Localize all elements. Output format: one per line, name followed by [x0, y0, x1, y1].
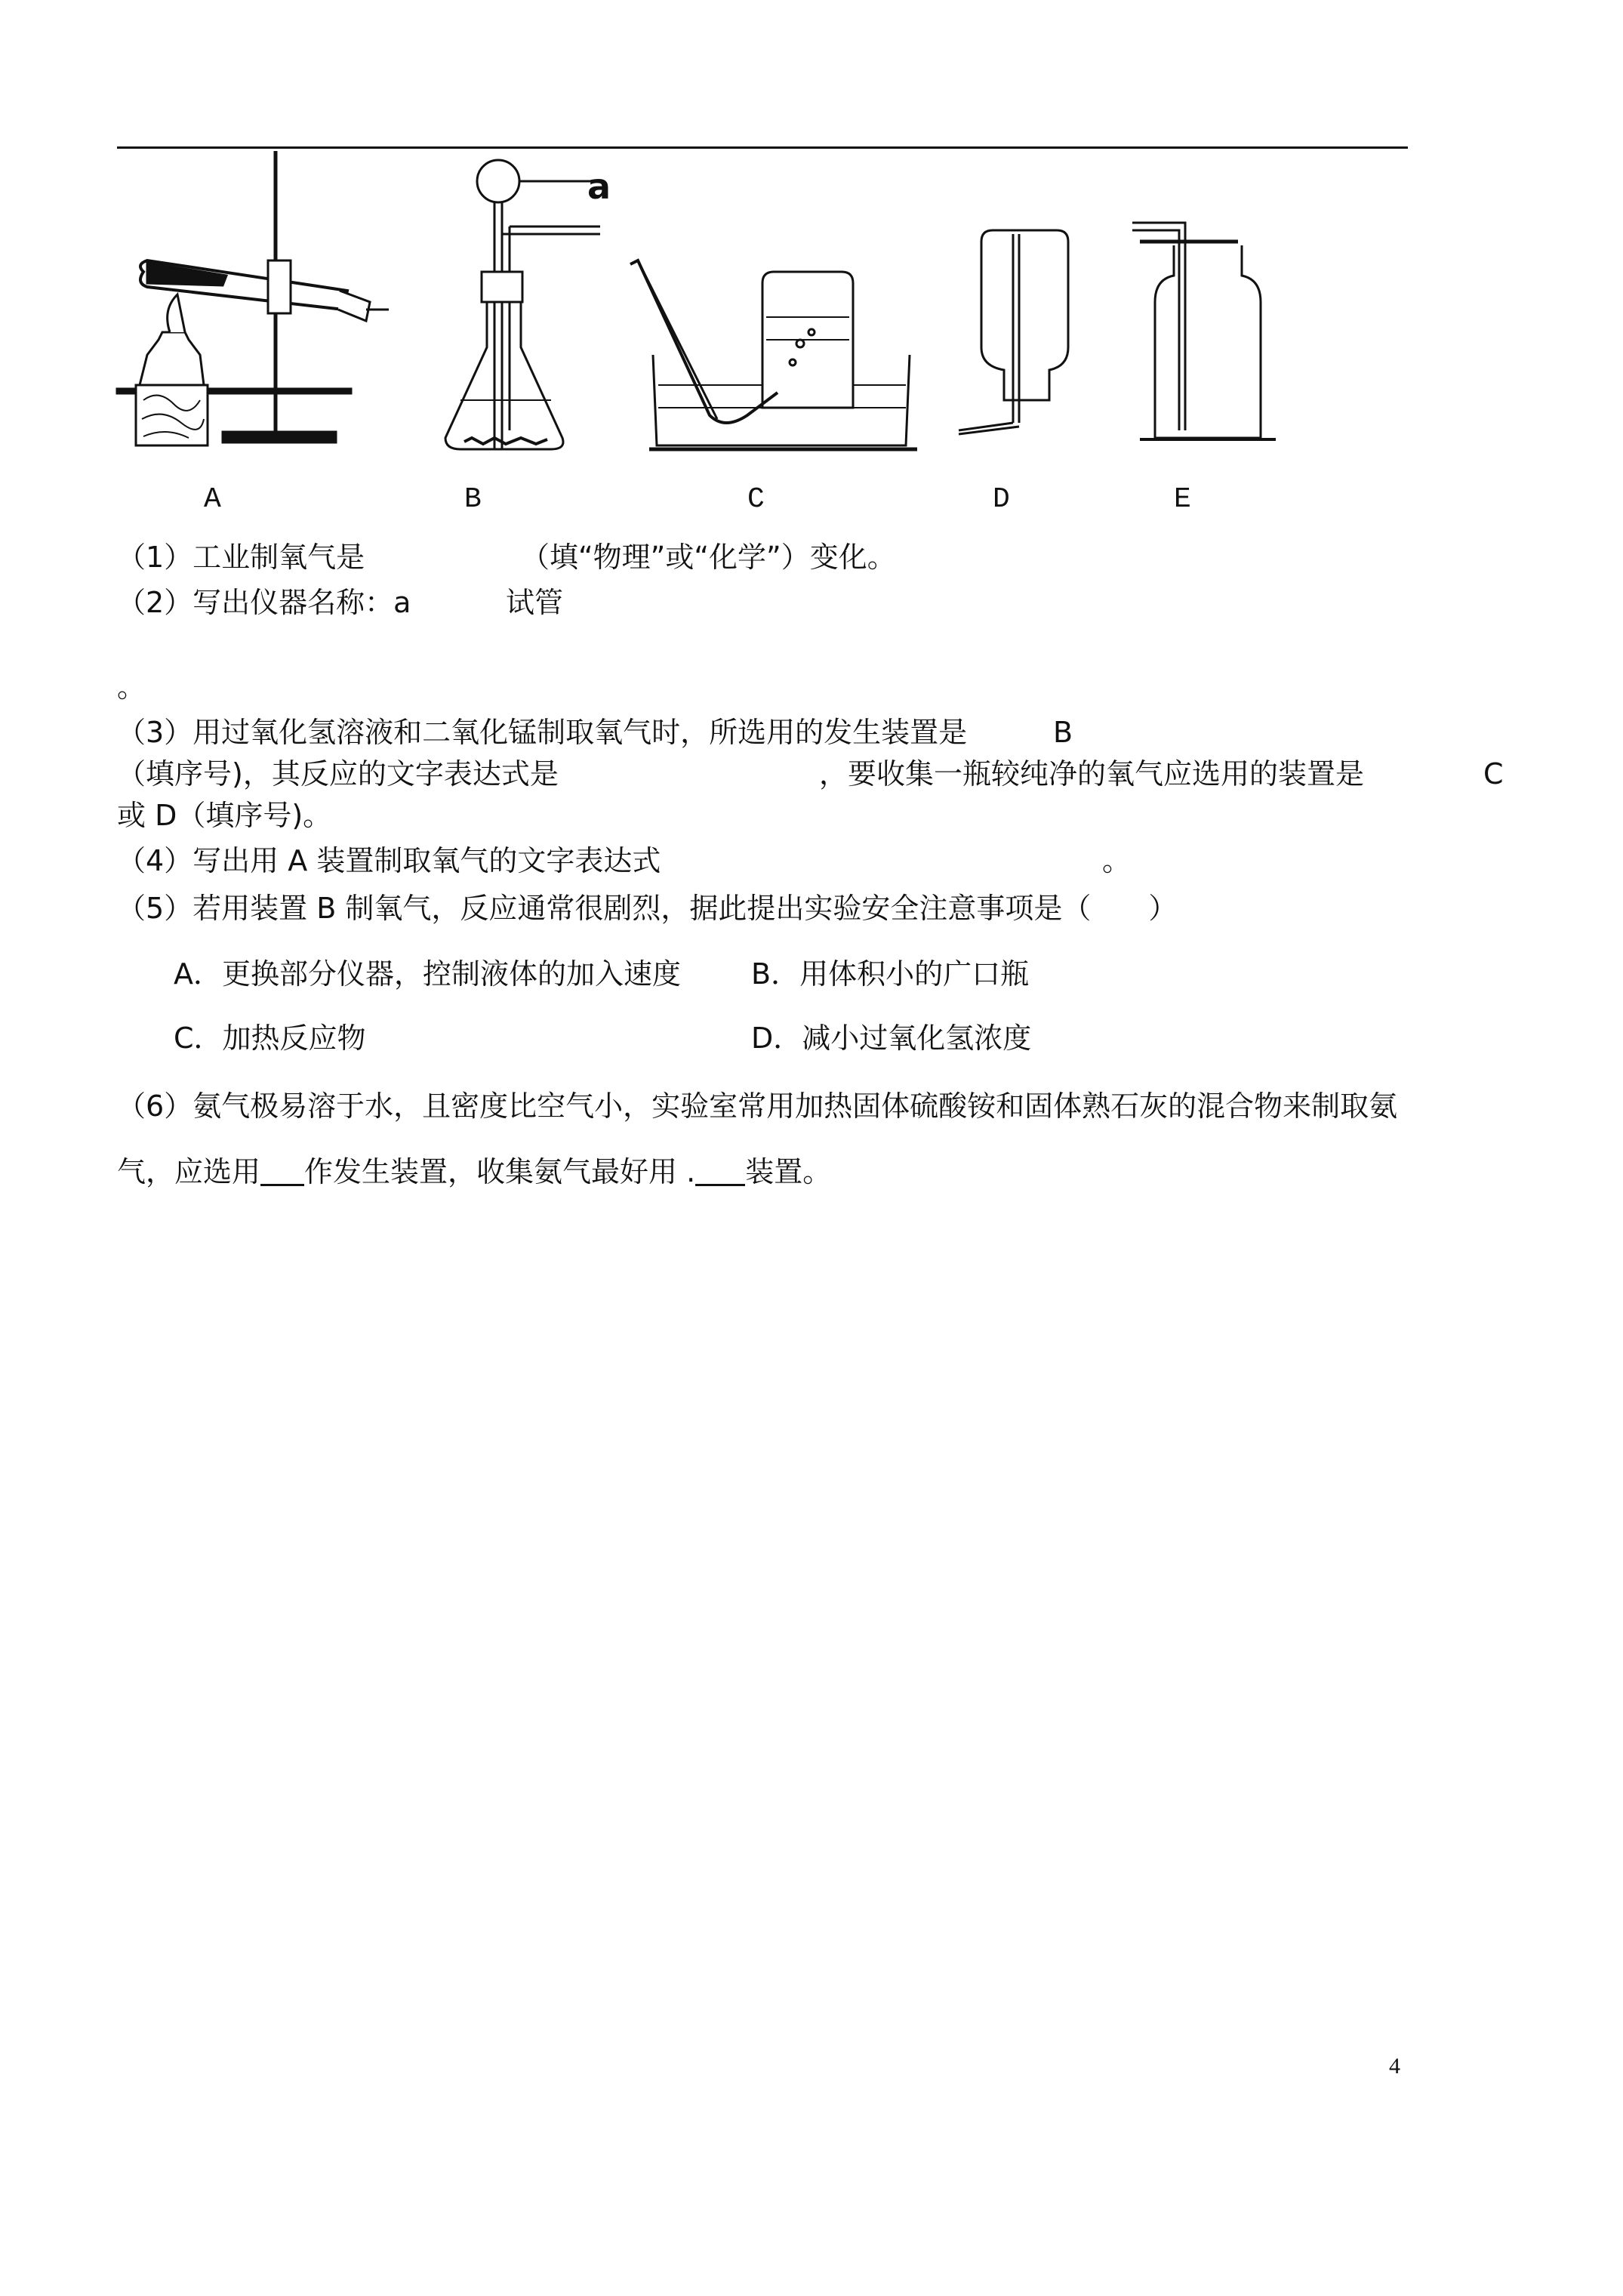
question-3-answer-c: C: [1483, 757, 1504, 791]
apparatus-e-drawing: [1132, 223, 1276, 439]
apparatus-label-b: B: [464, 483, 482, 516]
apparatus-d-drawing: [959, 230, 1068, 434]
question-1-prefix: （1）工业制氧气是: [117, 541, 365, 574]
question-6-line2-suffix: 装置。: [745, 1155, 832, 1188]
question-6-blank-2: [695, 1155, 745, 1186]
question-5-option-b: B．用体积小的广口瓶: [751, 957, 1030, 991]
question-5-option-a: A．更换部分仪器，控制液体的加入速度: [174, 957, 681, 991]
question-6-line2-prefix: 气，应选用: [117, 1155, 261, 1188]
question-3-line1: （3）用过氧化氢溶液和二氧化锰制取氧气时，所选用的发生装置是: [117, 716, 968, 749]
question-3-line2-middle: ，要收集一瓶较纯净的氧气应选用的装置是: [819, 757, 1365, 791]
question-5-option-c: C．加热反应物: [174, 1022, 366, 1055]
question-3-answer-b: B: [1053, 716, 1073, 749]
apparatus-label-c: C: [747, 483, 765, 516]
page-number: 4: [1389, 2054, 1400, 2079]
question-3-line2-prefix: （填序号)，其反应的文字表达式是: [117, 757, 559, 791]
apparatus-b-drawing: [445, 160, 600, 449]
pointer-label-a: a: [587, 166, 611, 207]
apparatus-figure: [113, 151, 1291, 453]
question-3-line3: 或 D（填序号)。: [117, 799, 332, 832]
apparatus-label-d: D: [993, 483, 1010, 516]
question-4-prefix: （4）写出用 A 装置制取氧气的文字表达式: [117, 844, 661, 877]
question-5-option-d: D．减小过氧化氢浓度: [751, 1022, 1032, 1055]
question-2-prefix: （2）写出仪器名称：a: [117, 586, 411, 619]
question-4-suffix: 。: [1102, 844, 1132, 877]
question-1-suffix: （填“物理”或“化学”）变化。: [521, 541, 896, 574]
apparatus-drawing: [113, 151, 1291, 453]
header-rule: [117, 146, 1408, 149]
apparatus-label-a: A: [204, 483, 221, 516]
period-line: 。: [117, 670, 146, 704]
apparatus-c-drawing: [630, 260, 917, 449]
question-6-line2: [117, 1153, 831, 1191]
question-2-answer: 试管: [506, 586, 564, 619]
question-6-line2-middle: 作发生装置，收集氨气最好用 .: [304, 1155, 696, 1188]
question-6-line1: （6）氨气极易溶于水，且密度比空气小，实验室常用加热固体硫酸铵和固体熟石灰的混合物来制取氨: [117, 1089, 1398, 1123]
question-5-stem: （5）若用装置 B 制氧气，反应通常很剧烈，据此提出实验安全注意事项是（ ）: [117, 892, 1178, 925]
apparatus-a-drawing: [117, 151, 389, 445]
apparatus-label-e: E: [1174, 483, 1191, 516]
question-6-blank-1: [260, 1155, 304, 1186]
